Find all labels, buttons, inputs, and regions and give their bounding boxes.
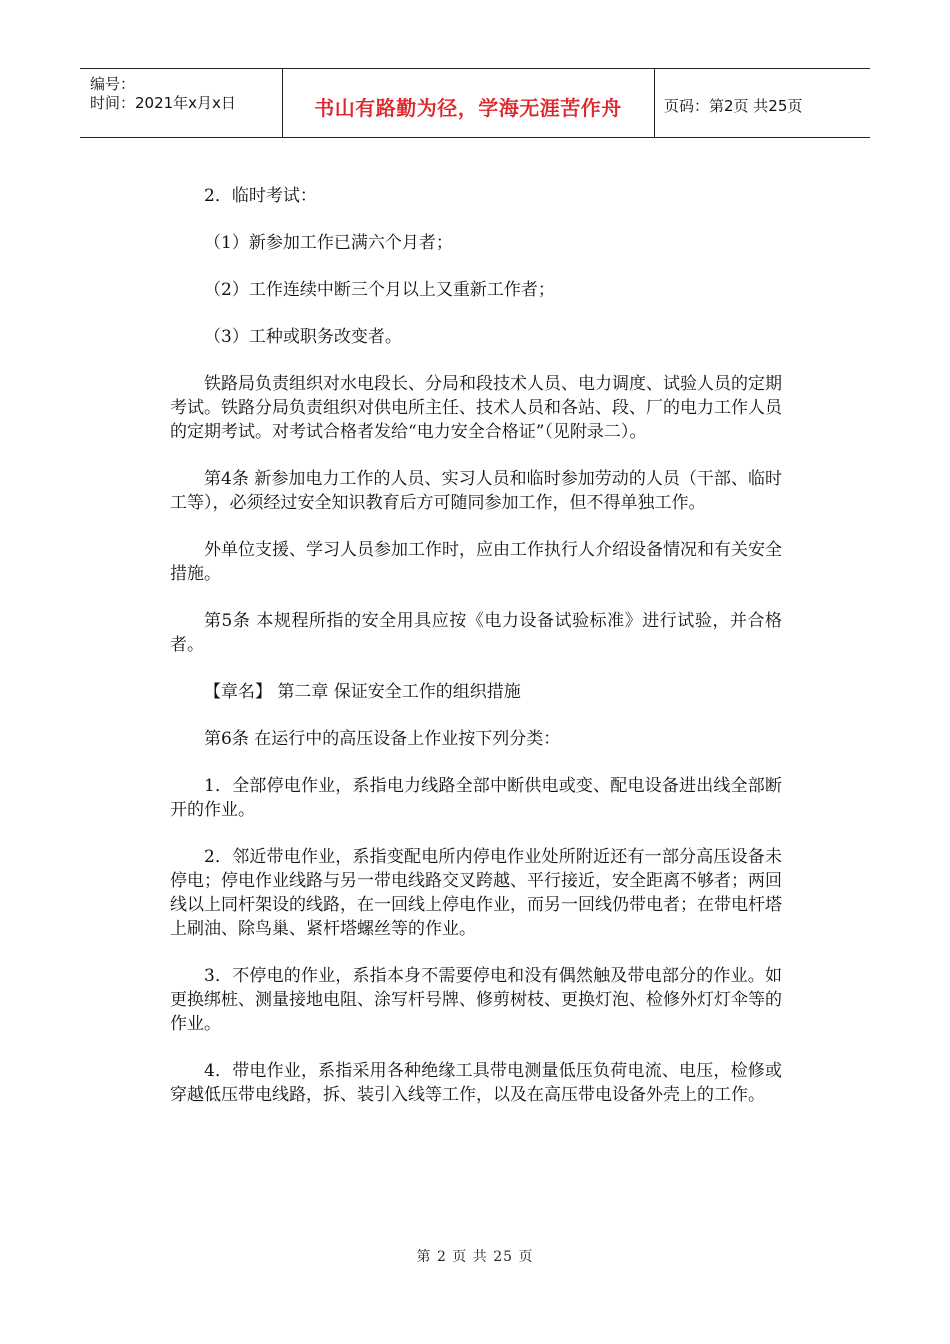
document-number-label: 编号： (90, 75, 136, 93)
header-motto: 书山有路勤为径，学海无涯苦作舟 (314, 96, 622, 120)
paragraph-item-2: （2）工作连续中断三个月以上又重新工作者； (204, 280, 555, 300)
header-meta-cell (80, 69, 283, 137)
header-page-cell (654, 69, 870, 137)
paragraph-article-6: 第6条 在运行中的高压设备上作业按下列分类： (204, 729, 561, 749)
paragraph-article-4: 第4条 新参加电力工作的人员、实习人员和临时参加劳动的人员（干部、临时工等），必须经过安全知识教育后方可随同参加工作，但不得单独工作。 (170, 469, 782, 513)
paragraph-category-3: 3．不停电的作业，系指本身不需要停电和没有偶然触及带电部分的作业。如更换绑桩、测量接地电阻、涂写杆号牌、修剪树枝、更换灯泡、检修外灯灯伞等的作业。 (170, 966, 782, 1034)
paragraph-category-4: 4．带电作业，系指采用各种绝缘工具带电测量低压负荷电流、电压，检修或穿越低压带电线路，拆、装引入线等工作，以及在高压带电设备外壳上的工作。 (170, 1061, 782, 1105)
paragraph-category-2: 2．邻近带电作业，系指变配电所内停电作业处所附近还有一部分高压设备未停电；停电作业线路与另一带电线路交叉跨越、平行接近，安全距离不够者；两回线以上同杆架设的线路，在一回线上停电作业，而另一回线仍带电者；在带电杆塔上刷油、除鸟巢、紧杆塔螺丝等的作业。 (170, 847, 782, 939)
document-date-label: 时间：2021年x月x日 (90, 94, 236, 112)
chapter-heading: 【章名】 第二章 保证安全工作的组织措施 (204, 682, 521, 702)
paragraph-external-staff: 外单位支援、学习人员参加工作时，应由工作执行人介绍设备情况和有关安全措施。 (170, 540, 782, 584)
header-motto-cell (282, 69, 655, 137)
document-body (170, 184, 782, 1130)
paragraph-item-1: （1）新参加工作已满六个月者； (204, 233, 453, 253)
paragraph-category-1: 1．全部停电作业，系指电力线路全部中断供电或变、配电设备进出线全部断开的作业。 (170, 776, 782, 820)
paragraph-bureau-exam: 铁路局负责组织对水电段长、分局和段技术人员、电力调度、试验人员的定期考试。铁路分局负责组织对供电所主任、技术人员和各站、段、厂的电力工作人员的定期考试。对考试合格者发给“电力安全合格证”（见附录二）。 (170, 374, 782, 442)
header-page-info: 页码：第2页 共25页 (664, 97, 803, 115)
page-header (80, 68, 870, 138)
paragraph-article-5: 第5条 本规程所指的安全用具应按《电力设备试验标准》进行试验，并合格者。 (170, 611, 782, 655)
paragraph-item-3: （3）工种或职务改变者。 (204, 327, 402, 347)
paragraph-temp-exam: 2．临时考试： (204, 186, 317, 206)
page-footer: 第 2 页 共 25 页 (416, 1249, 534, 1265)
